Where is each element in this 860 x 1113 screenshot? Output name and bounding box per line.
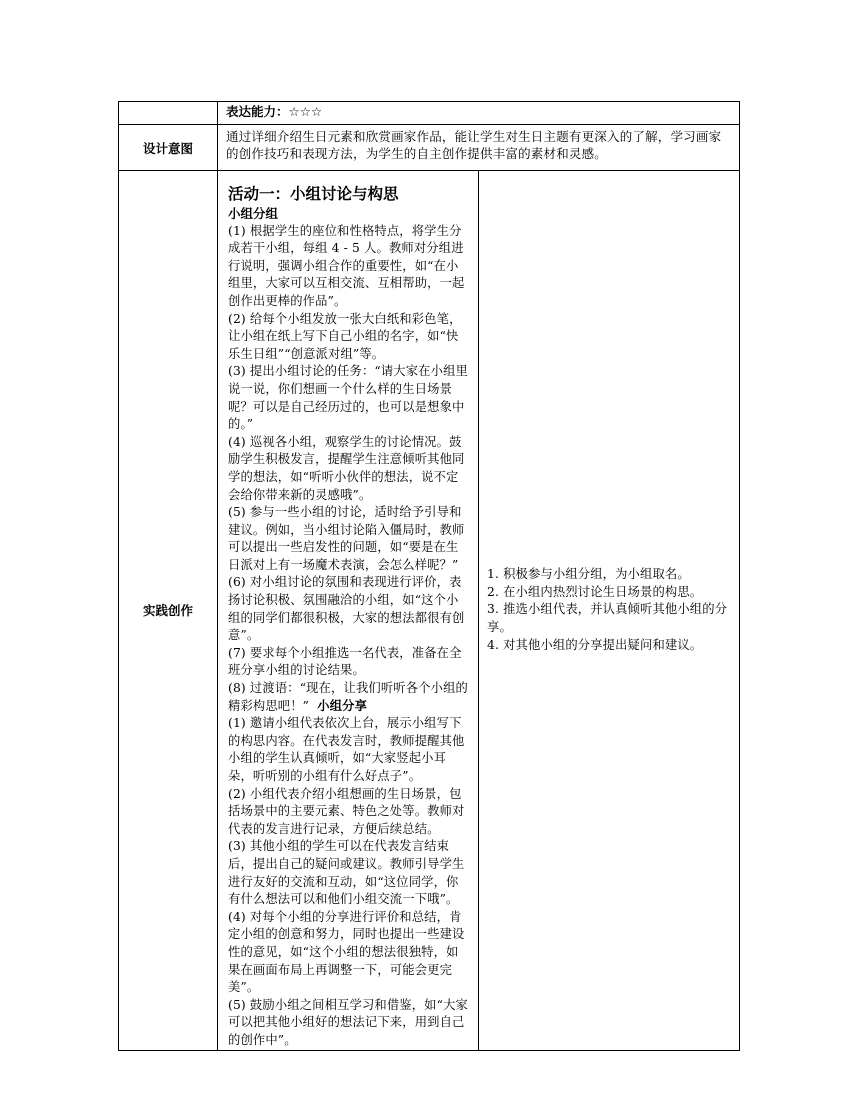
- grouping-item: (4) 巡视各小组，观察学生的讨论情况。鼓励学生积极发言，提醒学生注意倾听其他同学的想法，如“听听小伙伴的想法，说不定会给你带来新的灵感哦”。: [228, 434, 465, 502]
- section-title-grouping: 小组分组: [228, 206, 279, 221]
- grouping-item: (1) 根据学生的座位和性格特点，将学生分成若干小组，每组 4 - 5 人。教师对分组进行说明，强调小组合作的重要性，如“在小组里，大家可以互相交流、互相帮助，一起创作出更棒的作品”。: [228, 223, 465, 308]
- star-rating: ☆☆☆: [288, 104, 323, 119]
- transition-text: (8) 过渡语：“现在，让我们听听各个小组的精彩构思吧！”: [228, 681, 468, 713]
- grouping-item: (2) 给每个小组发放一张大白纸和彩色笔，让小组在纸上写下自己小组的名字，如“快乐生日组”“创意派对组”等。: [228, 311, 462, 361]
- row1-content-cell: [218, 102, 740, 125]
- sharing-item: (5) 鼓励小组之间相互学习和借鉴，如“大家可以把其他小组好的想法记下来，用到自己的创作中”。: [228, 997, 468, 1047]
- lesson-plan-sheet: [118, 101, 740, 1051]
- student-activity-cell: [479, 171, 740, 1051]
- lesson-plan-table: [118, 101, 740, 1051]
- student-activity-item: 1. 积极参与小组分组，为小组取名。: [487, 567, 690, 582]
- teacher-activity-cell: [218, 171, 479, 1051]
- sharing-item: (3) 其他小组的学生可以在代表发言结束后，提出自己的疑问或建议。教师引导学生进行友好的交流和互动，如“这位同学，你有什么想法可以和他们小组交流一下哦”。: [228, 839, 465, 907]
- sharing-item: (1) 邀请小组代表依次上台，展示小组写下的构思内容。在代表发言时，教师提醒其他小组的学生认真倾听，如“大家竖起小耳朵，听听别的小组有什么好点子”。: [228, 716, 465, 783]
- grouping-item: (7) 要求每个小组推选一名代表，准备在全班分享小组的讨论结果。: [228, 645, 462, 678]
- sharing-item: (2) 小组代表介绍小组想画的生日场景，包括场景中的主要元素、特色之处等。教师对代表的发言进行记录，方便后续总结。: [228, 786, 465, 836]
- section-title-sharing: 小组分享: [317, 698, 368, 713]
- activity-title: 活动一：小组讨论与构思: [228, 185, 399, 203]
- row1-label-cell: [119, 102, 218, 125]
- expression-label: 表达能力：: [226, 104, 289, 119]
- design-intent-label: 设计意图: [119, 125, 218, 171]
- grouping-item: (3) 提出小组讨论的任务：“请大家在小组里说一说，你们想画一个什么样的生日场景呢？可以是自己经历过的，也可以是想象中的。”: [228, 364, 468, 432]
- student-activity-item: 3. 推选小组代表，并认真倾听其他小组的分享。: [487, 602, 728, 635]
- grouping-item: (5) 参与一些小组的讨论，适时给予引导和建议。例如，当小组讨论陷入僵局时，教师可以提出一些启发性的问题，如“要是在生日派对上有一场魔术表演，会怎么样呢？”: [228, 505, 465, 572]
- sharing-item: (4) 对每个小组的分享进行评价和总结，肯定小组的创意和努力，同时也提出一些建设性的意见，如“这个小组的想法很独特，如果在画面布局上再调整一下，可能会更完美”。: [228, 909, 465, 995]
- grouping-item: (6) 对小组讨论的氛围和表现进行评价，表扬讨论积极、氛围融洽的小组，如“这个小组的同学们都很积极，大家的想法都很有创意”。: [228, 575, 465, 643]
- student-activity-item: 2. 在小组内热烈讨论生日场景的构思。: [487, 584, 703, 599]
- practice-label: 实践创作: [119, 171, 218, 1051]
- table-row-expression: [119, 102, 740, 125]
- transition-paragraph: [228, 680, 468, 715]
- student-activity-item: 4. 对其他小组的分享提出疑问和建议。: [487, 637, 703, 652]
- table-row-practice: [119, 171, 740, 1051]
- design-intent-text: 通过详细介绍生日元素和欣赏画家作品，能让学生对生日主题有更深入的了解，学习画家的创作技巧和表现方法，为学生的自主创作提供丰富的素材和灵感。: [218, 125, 740, 171]
- table-row-design-intent: [119, 125, 740, 171]
